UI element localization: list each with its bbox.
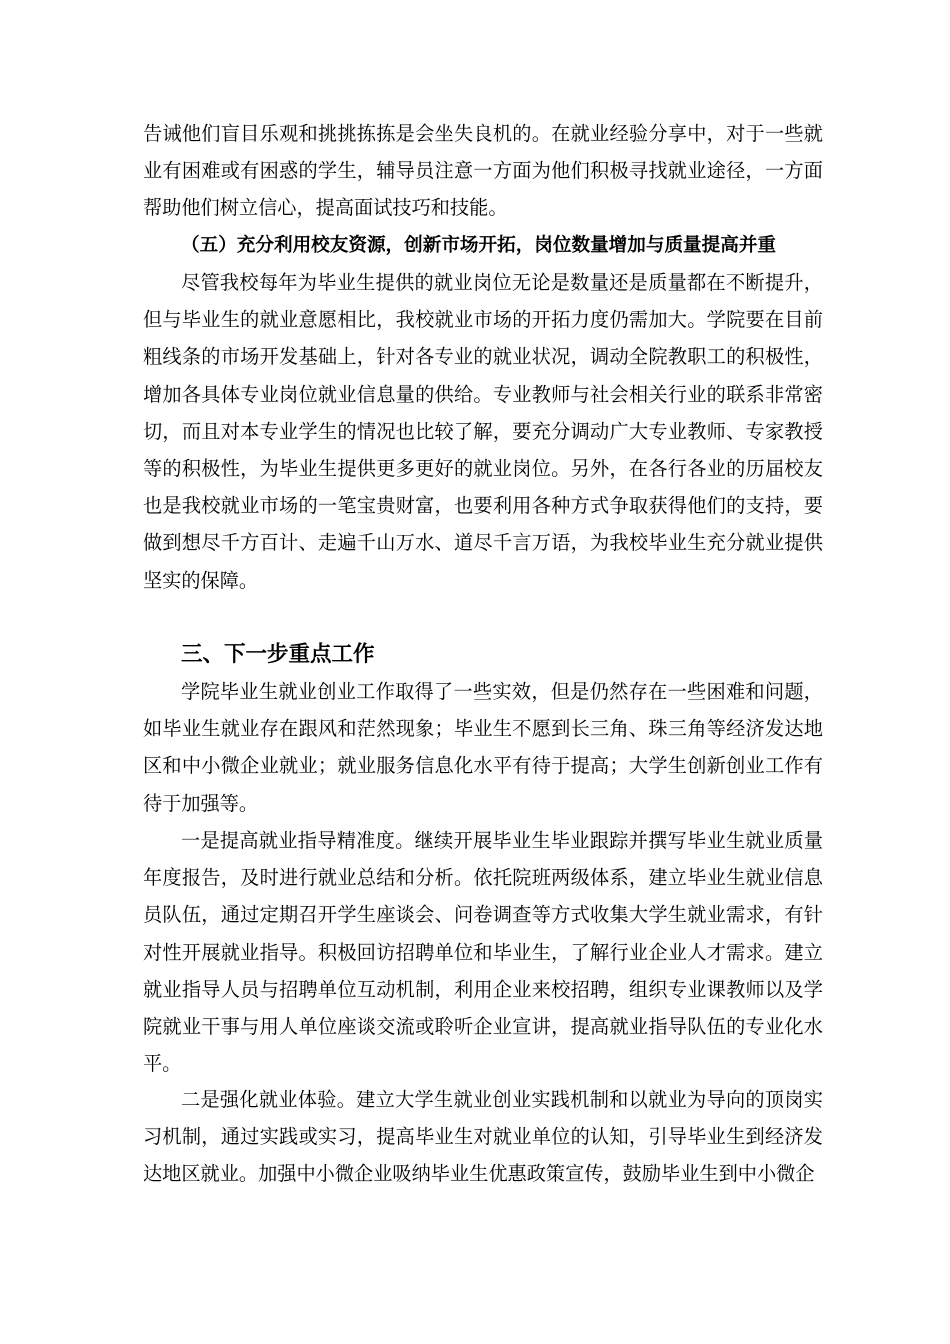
paragraph-continuation: 告诫他们盲目乐观和挑挑拣拣是会坐失良机的。在就业经验分享中，对于一些就业有困难或有困惑的学生，辅导员注意一方面为他们积极寻找就业途径，一方面帮助他们树立信心，提高面试技巧和技能。: [143, 122, 823, 220]
paragraph-point-two: 二是强化就业体验。建立大学生就业创业实践机制和以就业为导向的顶岗实习机制，通过实践或实习，提高毕业生对就业单位的认知，引导毕业生到经济发达地区就业。加强中小微企业吸纳毕业生优惠政策宣传，鼓励毕业生到中小微企: [143, 1088, 823, 1186]
subheading-alumni-resources: （五）充分利用校友资源，创新市场开拓，岗位数量增加与质量提高并重: [181, 235, 777, 256]
paragraph-alumni-resources: 尽管我校每年为毕业生提供的就业岗位无论是数量还是质量都在不断提升，但与毕业生的就业意愿相比，我校就业市场的开拓力度仍需加大。学院要在目前粗线条的市场开发基础上，针对各专业的就业状况，调动全院教职工的积极性，增加各具体专业岗位就业信息量的供给。专业教师与社会相关行业的联系非常密切，而且对本专业学生的情况也比较了解，要充分调动广大专业教师、专家教授等的积极性，为毕业生提供更多更好的就业岗位。另外，在各行各业的历届校友也是我校就业市场的一笔宝贵财富，也要利用各种方式争取获得他们的支持，要做到想尽千方百计、走遍千山万水、道尽千言万语，为我校毕业生充分就业提供坚实的保障。: [143, 271, 823, 592]
paragraph-next-steps-intro: 学院毕业生就业创业工作取得了一些实效，但是仍然存在一些困难和问题，如毕业生就业存在跟风和茫然现象；毕业生不愿到长三角、珠三角等经济发达地区和中小微企业就业；就业服务信息化水平有待于提高；大学生创新创业工作有待于加强等。: [143, 680, 823, 815]
section-heading-next-steps: 三、下一步重点工作: [181, 642, 375, 667]
paragraph-point-one: 一是提高就业指导精准度。继续开展毕业生毕业跟踪并撰写毕业生就业质量年度报告，及时进行就业总结和分析。依托院班两级体系，建立毕业生就业信息员队伍，通过定期召开学生座谈会、问卷调查等方式收集大学生就业需求，有针对性开展就业指导。积极回访招聘单位和毕业生，了解行业企业人才需求。建立就业指导人员与招聘单位互动机制，利用企业来校招聘，组织专业课教师以及学院就业干事与用人单位座谈交流或聆听企业宣讲，提高就业指导队伍的专业化水平。: [143, 829, 823, 1076]
